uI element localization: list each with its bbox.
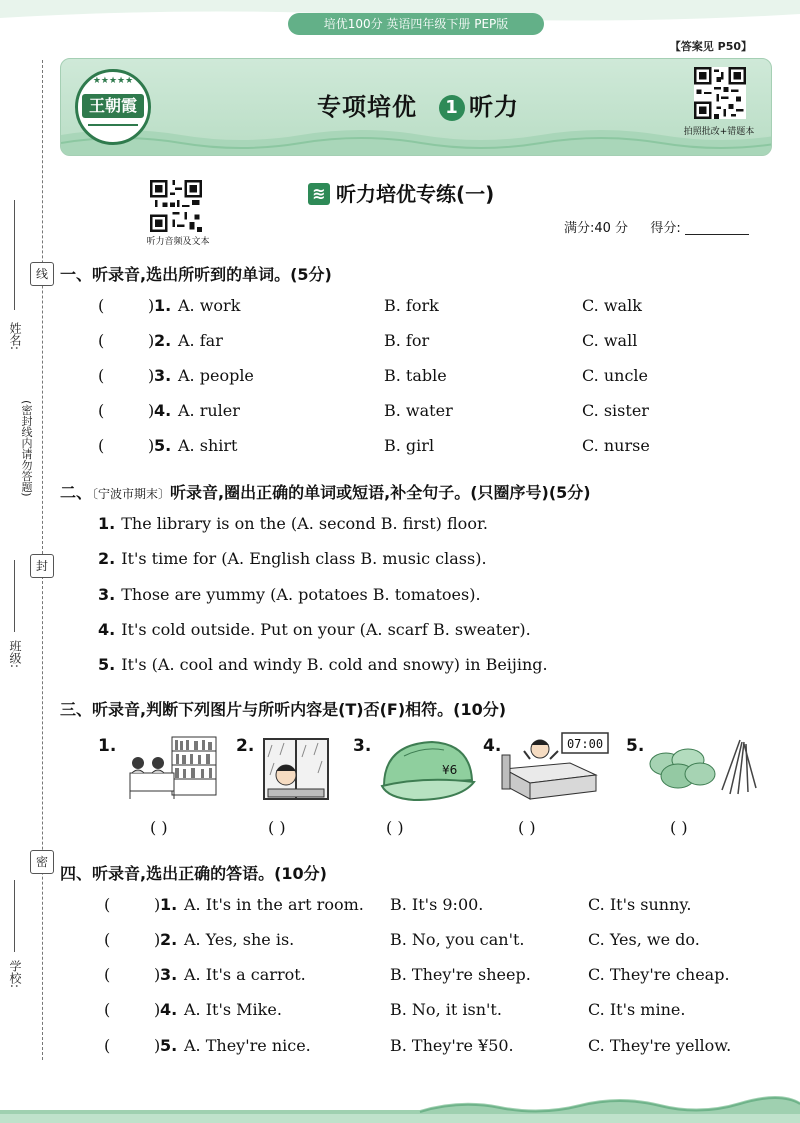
part4-question-5 (104, 1036, 784, 1066)
option-b: B. water (384, 401, 453, 420)
question-number: 4. (154, 401, 172, 420)
answer-paren-close: ) (148, 401, 155, 420)
picture-5-answer[interactable]: ( ) (670, 818, 688, 837)
answer-paren-open[interactable]: ( (98, 436, 105, 455)
unit-banner (60, 58, 772, 156)
part2-sentence-2 (98, 549, 487, 568)
seal-char-seal: 封 (30, 554, 54, 578)
picture-number-1: 1. (98, 736, 117, 756)
binding-note: (密封线内请勿答题) (20, 400, 33, 497)
question-number: 2. (154, 331, 172, 350)
option-b: B. No, you can't. (390, 930, 525, 949)
qr-caption-audio: 听力音频及文本 (146, 237, 210, 247)
answer-paren-open[interactable]: ( (98, 296, 105, 315)
part4-question-4 (104, 1000, 784, 1030)
answer-paren-open[interactable]: ( (98, 401, 105, 420)
question-number: 1. (154, 296, 172, 315)
part2-prefix: 二、 (60, 483, 93, 502)
seal-char-secret: 密 (30, 850, 54, 874)
part3-title: 三、听录音,判断下列图片与所听内容是(T)否(F)相符。(10分) (60, 700, 507, 719)
answer-paren-open[interactable]: ( (104, 895, 111, 914)
full-score: 满分:40 分 (564, 221, 629, 236)
score-input[interactable] (685, 220, 749, 235)
school-blank[interactable] (14, 880, 15, 952)
unit-title (317, 87, 519, 122)
answer-paren-open[interactable]: ( (104, 930, 111, 949)
option-c: C. uncle (582, 366, 648, 385)
seal-char-line: 线 (30, 262, 54, 286)
series-banner: 培优100分 英语四年级下册 PEP版 (288, 13, 544, 35)
answer-paren-close: ) (148, 436, 155, 455)
school-label: 学校: (8, 960, 22, 989)
sentence-number: 1. (98, 514, 116, 533)
part4-question-1 (104, 895, 784, 925)
part1-question-4 (98, 401, 778, 431)
sentence-text[interactable]: It's time for (A. English class B. music class). (121, 549, 487, 568)
sentence-text[interactable]: It's cold outside. Put on your (A. scarf B. sweater). (121, 620, 531, 639)
part4-question-3 (104, 965, 784, 995)
class-blank[interactable] (14, 560, 15, 632)
option-b: B. No, it isn't. (390, 1000, 502, 1019)
picture-number-5: 5. (626, 736, 645, 756)
sentence-number: 2. (98, 549, 116, 568)
bottom-wave-decoration (0, 1090, 800, 1123)
option-c: C. They're cheap. (588, 965, 730, 984)
class-label: 班级: (8, 640, 22, 669)
option-c: C. walk (582, 296, 642, 315)
answer-paren-close: ) (148, 366, 155, 385)
option-b: B. It's 9:00. (390, 895, 484, 914)
waves-icon: ≋ (308, 183, 330, 205)
option-b: B. girl (384, 436, 435, 455)
name-label: 姓名: (8, 322, 22, 351)
picture-4-answer[interactable]: ( ) (518, 818, 536, 837)
logo-text: 王朝霞 (82, 94, 144, 118)
sentence-text[interactable]: The library is on the (A. second B. first) floor. (121, 514, 488, 533)
part1-title: 一、听录音,选出所听到的单词。(5分) (60, 265, 332, 284)
audio-qr-code-icon[interactable] (150, 180, 202, 232)
option-c: C. It's mine. (588, 1000, 686, 1019)
option-a: A. people (178, 366, 254, 385)
part2-title (60, 480, 591, 503)
question-number: 2. (160, 930, 178, 949)
picture-number-4: 4. (483, 736, 502, 756)
logo-subline (78, 122, 148, 129)
window-rain-picture (262, 737, 330, 801)
option-a: A. work (178, 296, 241, 315)
price-tag: ¥6 (442, 763, 458, 777)
picture-2-answer[interactable]: ( ) (268, 818, 286, 837)
answer-paren-close: ) (154, 895, 161, 914)
option-c: C. wall (582, 331, 638, 350)
answer-paren-open[interactable]: ( (104, 1000, 111, 1019)
logo-stars: ★★★★★ (92, 76, 134, 86)
option-b: B. They're ¥50. (390, 1036, 514, 1055)
part2-instruction: 听录音,圈出正确的单词或短语,补全句子。(只圈序号)(5分) (170, 483, 591, 502)
part4-question-2 (104, 930, 784, 960)
part2-sentence-5 (98, 655, 548, 674)
section-heading-text: 听力培优专练(一) (336, 182, 495, 206)
option-a: A. They're nice. (184, 1036, 311, 1055)
option-b: B. They're sheep. (390, 965, 531, 984)
option-b: B. fork (384, 296, 439, 315)
part2-sentence-1 (98, 514, 488, 533)
part4-title: 四、听录音,选出正确的答语。(10分) (60, 864, 327, 883)
option-b: B. for (384, 331, 430, 350)
banner-wave-decoration (61, 125, 771, 155)
unit-number-badge: 1 (439, 95, 465, 121)
option-a: A. It's Mike. (184, 1000, 282, 1019)
part1-question-5 (98, 436, 778, 466)
section-heading (308, 178, 494, 207)
question-number: 3. (154, 366, 172, 385)
picture-1-answer[interactable]: ( ) (150, 818, 168, 837)
option-c: C. They're yellow. (588, 1036, 732, 1055)
option-a: A. Yes, she is. (184, 930, 295, 949)
option-c: C. sister (582, 401, 649, 420)
qr-code-icon[interactable] (694, 67, 746, 119)
qr-caption-correction: 拍照批改+错题本 (683, 127, 755, 137)
unit-topic: 听力 (469, 93, 519, 121)
question-number: 5. (154, 436, 172, 455)
part1-question-2 (98, 331, 778, 361)
option-c: C. nurse (582, 436, 650, 455)
library-picture (124, 733, 220, 803)
option-b: B. table (384, 366, 447, 385)
answer-paren-close: ) (154, 930, 161, 949)
option-c: C. It's sunny. (588, 895, 692, 914)
question-number: 5. (160, 1036, 178, 1055)
part2-sentence-4 (98, 620, 531, 639)
option-a: A. It's a carrot. (184, 965, 306, 984)
option-a: A. shirt (178, 436, 238, 455)
answer-paren-open[interactable]: ( (104, 1036, 111, 1055)
unit-title-label: 专项培优 (317, 93, 417, 121)
sentence-number: 4. (98, 620, 116, 639)
sentence-number: 3. (98, 585, 116, 604)
name-blank[interactable] (14, 200, 15, 310)
part2-source-tag: 〔宁波市期末〕 (92, 487, 171, 501)
sentence-text[interactable]: Those are yummy (A. potatoes B. tomatoes). (121, 585, 481, 604)
picture-number-2: 2. (236, 736, 255, 756)
question-number: 4. (160, 1000, 178, 1019)
answer-paren-open[interactable]: ( (98, 366, 105, 385)
answer-paren-open[interactable]: ( (104, 965, 111, 984)
answer-paren-close: ) (148, 331, 155, 350)
score-label: 得分: (650, 221, 681, 236)
sentence-number: 5. (98, 655, 116, 674)
clock-time: 07:00 (566, 737, 604, 751)
bed-clock-picture (500, 729, 614, 805)
question-number: 3. (160, 965, 178, 984)
answer-paren-open[interactable]: ( (98, 331, 105, 350)
option-c: C. Yes, we do. (588, 930, 700, 949)
answer-paren-close: ) (154, 965, 161, 984)
score-line (564, 217, 749, 236)
option-a: A. ruler (178, 401, 240, 420)
option-a: A. far (178, 331, 223, 350)
answer-paren-close: ) (148, 296, 155, 315)
picture-number-3: 3. (353, 736, 372, 756)
publisher-logo (75, 69, 151, 145)
answer-reference: 【答案见 P50】 (669, 40, 752, 53)
question-number: 1. (160, 895, 178, 914)
option-a: A. It's in the art room. (184, 895, 364, 914)
part1-question-3 (98, 366, 778, 396)
part2-sentence-3 (98, 585, 481, 604)
answer-paren-close: ) (154, 1036, 161, 1055)
answer-paren-close: ) (154, 1000, 161, 1019)
cap-picture (374, 736, 484, 806)
vegetables-picture (648, 738, 760, 798)
part1-question-1 (98, 296, 778, 326)
sentence-text[interactable]: It's (A. cool and windy B. cold and snowy) in Beijing. (121, 655, 548, 674)
picture-3-answer[interactable]: ( ) (386, 818, 404, 837)
